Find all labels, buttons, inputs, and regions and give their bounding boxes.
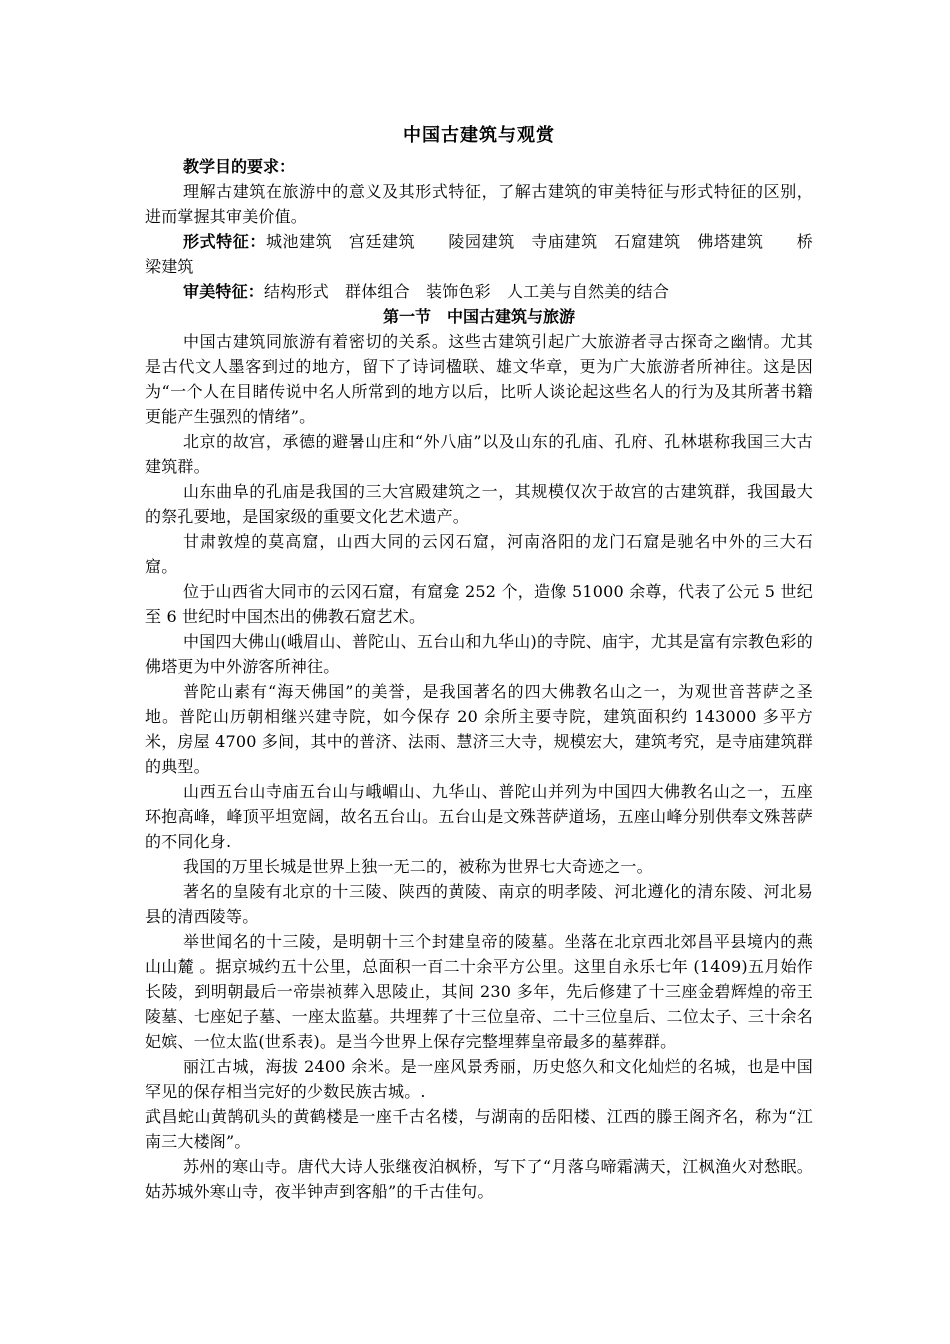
paragraph: 丽江古城，海拔 2400 余米。是一座风景秀丽，历史悠久和文化灿烂的名城，也是中国罕见的保存相当完好的少数民族古城。. <box>145 1057 813 1101</box>
aesthetic-features-label: 审美特征： <box>183 282 265 301</box>
paragraph: 普陀山素有“海天佛国”的美誉，是我国著名的四大佛教名山之一，为观世音菩萨之圣地。普陀山历朝相继兴建寺院，如今保存 20 余所主要寺院，建筑面积约 143000 多平方米，房屋 4700 多间，其中的普济、法雨、慧济三大寺，规模宏大，建筑考究，是寺庙建筑群的典型。 <box>145 682 813 776</box>
form-features-label: 形式特征： <box>183 232 266 251</box>
form-features-text: 城池建筑 宫廷建筑 陵园建筑 寺庙建筑 石窟建筑 佛塔建筑 桥梁建筑 <box>145 232 813 276</box>
objectives-text: 理解古建筑在旅游中的意义及其形式特征，了解古建筑的审美特征与形式特征的区别，进而掌握其审美价值。 <box>145 182 813 226</box>
document-title: 中国古建筑与观赏 <box>403 125 555 146</box>
paragraph: 苏州的寒山寺。唐代大诗人张继夜泊枫桥，写下了“月落乌啼霜满天，江枫渔火对愁眠。姑苏城外寒山寺，夜半钟声到客船”的千古佳句。 <box>145 1157 813 1201</box>
objectives-heading: 教学目的要求： <box>183 157 296 176</box>
paragraph: 北京的故宫，承德的避暑山庄和“外八庙”以及山东的孔庙、孔府、孔林堪称我国三大古建筑群。 <box>145 432 813 476</box>
paragraph: 著名的皇陵有北京的十三陵、陕西的黄陵、南京的明孝陵、河北遵化的清东陵、河北易县的清西陵等。 <box>145 882 813 926</box>
paragraph: 山东曲阜的孔庙是我国的三大宫殿建筑之一，其规模仅次于故宫的古建筑群，我国最大的祭孔要地，是国家级的重要文化艺术遗产。 <box>145 482 813 526</box>
paragraph: 位于山西省大同市的云冈石窟，有窟龛 252 个，造像 51000 余尊，代表了公元 5 世纪至 6 世纪时中国杰出的佛教石窟艺术。 <box>145 582 813 626</box>
paragraph: 中国古建筑同旅游有着密切的关系。这些古建筑引起广大旅游者寻古探奇之幽情。尤其是古代文人墨客到过的地方，留下了诗词楹联、雄文华章，更为广大旅游者所神往。这是因为“一个人在目睹传说中名人所常到的地方以后，比听人谈论起这些名人的行为及其所著书籍更能产生强烈的情绪”。 <box>145 332 813 426</box>
paragraph: 甘肃敦煌的莫高窟，山西大同的云冈石窟，河南洛阳的龙门石窟是驰名中外的三大石窟。 <box>145 532 813 576</box>
aesthetic-features <box>145 279 813 304</box>
paragraph: 我国的万里长城是世界上独一无二的，被称为世界七大奇迹之一。 <box>183 857 653 876</box>
section-title: 第一节 中国古建筑与旅游 <box>382 307 575 326</box>
paragraph: 举世闻名的十三陵，是明朝十三个封建皇帝的陵墓。坐落在北京西北郊昌平县境内的燕山山麓 。据京城约五十公里，总面积一百二十余平方公里。这里自永乐七年 (1409)五月始作长陵，到明朝最后一帝崇祯葬入思陵止，其间 230 多年，先后修建了十三座金碧辉煌的帝王陵墓、七座妃子墓、一座太监墓。共埋葬了十三位皇帝、二十三位皇后、二位太子、三十余名妃嫔、一位太监(世系表)。是当今世界上保存完整埋葬皇帝最多的墓葬群。 <box>145 932 813 1051</box>
paragraph: 中国四大佛山(峨眉山、普陀山、五台山和九华山)的寺院、庙宇，尤其是富有宗教色彩的佛塔更为中外游客所神往。 <box>145 632 813 676</box>
paragraph: 山西五台山寺庙五台山与峨嵋山、九华山、普陀山并列为中国四大佛教名山之一，五座环抱高峰，峰顶平坦宽阔，故名五台山。五台山是文殊菩萨道场，五座山峰分别供奉文殊菩萨的不同化身. <box>145 782 813 851</box>
aesthetic-features-text: 结构形式 群体组合 装饰色彩 人工美与自然美的结合 <box>264 282 670 301</box>
document-page <box>145 118 813 1204</box>
form-features <box>145 229 813 279</box>
paragraph: 武昌蛇山黄鹄矶头的黄鹤楼是一座千古名楼，与湖南的岳阳楼、江西的滕王阁齐名，称为“江南三大楼阁”。 <box>145 1107 813 1151</box>
